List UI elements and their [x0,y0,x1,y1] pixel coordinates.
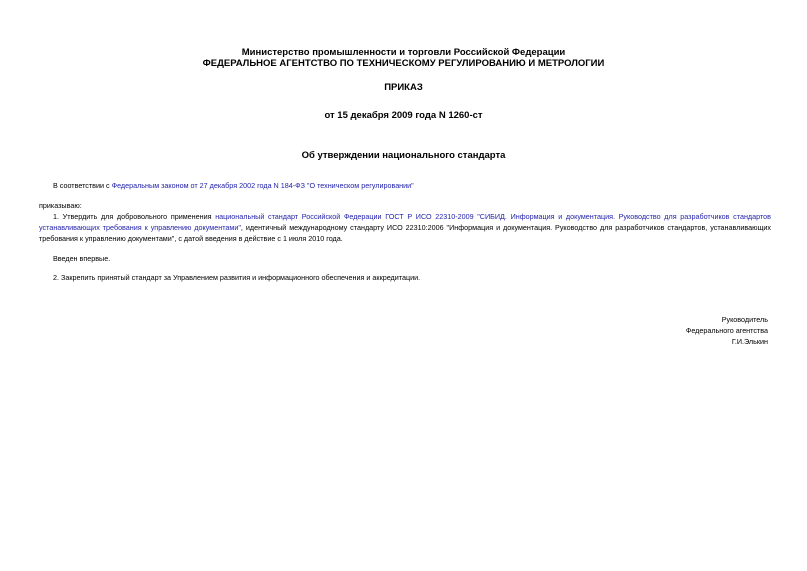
ministry-name: Министерство промышленности и торговли Российской Федерации [241,47,566,58]
agency-name: ФЕДЕРАЛЬНОЕ АГЕНТСТВО ПО ТЕХНИЧЕСКОМУ РЕГУЛИРОВАНИЮ И МЕТРОЛОГИИ [202,58,605,69]
doc-date-number: от 15 декабря 2009 года N 1260-ст [324,110,483,121]
order-word: приказываю: [39,201,82,210]
item1-suffix: , идентичный международному стандарту ИСО 22310:2006 "Информация и документация. Руководство для разработчиков стандартов, устанавливающих требования к управлению документами", с датой введения в действие с 1 июля 2010 года. [39,223,771,243]
intro-prefix: В соответствии с [53,181,112,190]
doc-type: ПРИКАЗ [384,82,423,93]
federal-law-link[interactable]: Федеральным законом от 27 декабря 2002 года N 184-ФЗ "О техническом регулировании" [111,181,414,190]
item1-paragraph [39,211,771,244]
signature-title-1: Руководитель [721,315,768,324]
signature-name: Г.И.Элькин [731,337,768,346]
signature-title-2: Федерального агентства [685,326,768,335]
item1-prefix: 1. Утвердить для добровольного применения [53,212,216,221]
item2-paragraph: 2. Закрепить принятый стандарт за Управлением развития и информационного обеспечения и аккредитации. [53,273,421,282]
intro-paragraph [53,180,773,191]
doc-subject: Об утверждении национального стандарта [301,150,506,161]
gost-standard-link[interactable]: национальный стандарт Российской Федерации ГОСТ Р ИСО 22310-2009 "СИБИД. Информация и документация. Руководство для разработчиков стандартов устанавливающих требования к управлению документами" [39,212,771,232]
introduced-note: Введен впервые. [53,254,111,263]
